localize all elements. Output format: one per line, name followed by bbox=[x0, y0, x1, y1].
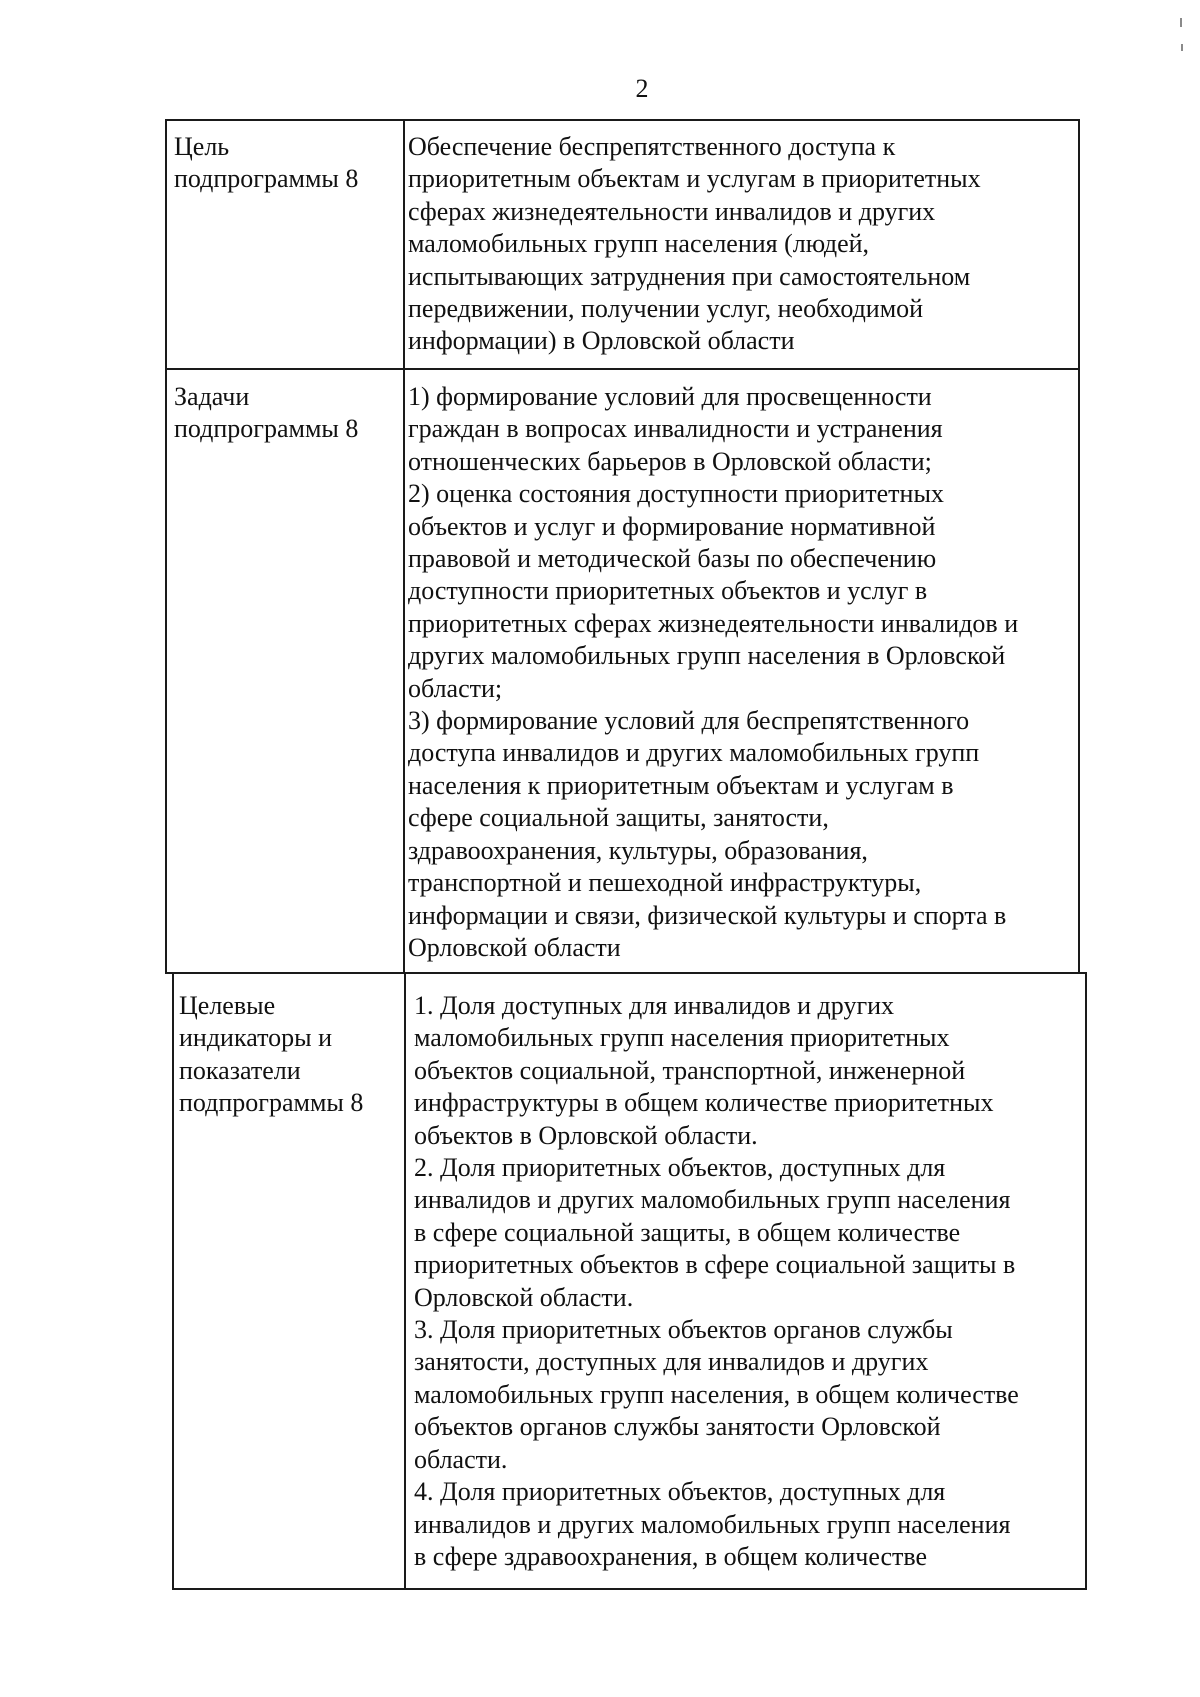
row-label-tasks: Задачи подпрограммы 8 bbox=[174, 382, 359, 444]
column-divider bbox=[403, 370, 405, 972]
column-divider bbox=[403, 121, 405, 368]
row-content-goal: Обеспечение беспрепятственного доступа к приоритетным объектам и услугам в приоритетных сферах жизнедеятельности инвалидов и других маломобильных групп населения (людей, испытывающих затруднения при самостоятельном передвижении, получении услуг, необходимой информации) в Орловской области bbox=[408, 132, 981, 356]
row-content-tasks: 1) формирование условий для просвещенности граждан в вопросах инвалидности и устранения отношенческих барьеров в Орловской области; 2) оценка состояния доступности приоритетных объектов и услуг и формирование нормативной правовой и методической базы по обеспечению доступности приоритетных объектов и услуг в приоритетных сферах жизнедеятельности инвалидов и других маломобильных групп населения в Орловской области; 3) формирование условий для беспрепятственного доступа инвалидов и других маломобильных групп населения к приоритетным объектам и услугам в сфере социальной защиты, занятости, здравоохранения, культуры, образования, транспортной и пешеходной инфраструктуры, информации и связи, физической культуры и спорта в Орловской области bbox=[408, 382, 1019, 962]
row-label-indicators: Целевые индикаторы и показатели подпрограммы 8 bbox=[179, 991, 364, 1118]
column-divider bbox=[404, 974, 406, 1588]
scan-mark bbox=[1180, 18, 1182, 27]
table-row-tasks bbox=[165, 368, 1080, 974]
table-row-indicators bbox=[172, 972, 1087, 1590]
page-number: 2 bbox=[635, 74, 649, 103]
scan-mark bbox=[1181, 44, 1183, 51]
table-row-goal bbox=[165, 119, 1080, 370]
row-content-indicators: 1. Доля доступных для инвалидов и других маломобильных групп населения приоритетных объектов социальной, транспортной, инженерной инфраструктуры в общем количестве приоритетных объектов в Орловской области. 2. Доля приоритетных объектов, доступных для инвалидов и других маломобильных групп населения в сфере социальной защиты, в общем количестве приоритетных объектов в сфере социальной защиты в Орловской области. 3. Доля приоритетных объектов органов службы занятости, доступных для инвалидов и других маломобильных групп населения, в общем количестве объектов органов службы занятости Орловской области. 4. Доля приоритетных объектов, доступных для инвалидов и других маломобильных групп населения в сфере здравоохранения, в общем количестве bbox=[414, 991, 1019, 1571]
row-label-goal: Цель подпрограммы 8 bbox=[174, 132, 359, 194]
